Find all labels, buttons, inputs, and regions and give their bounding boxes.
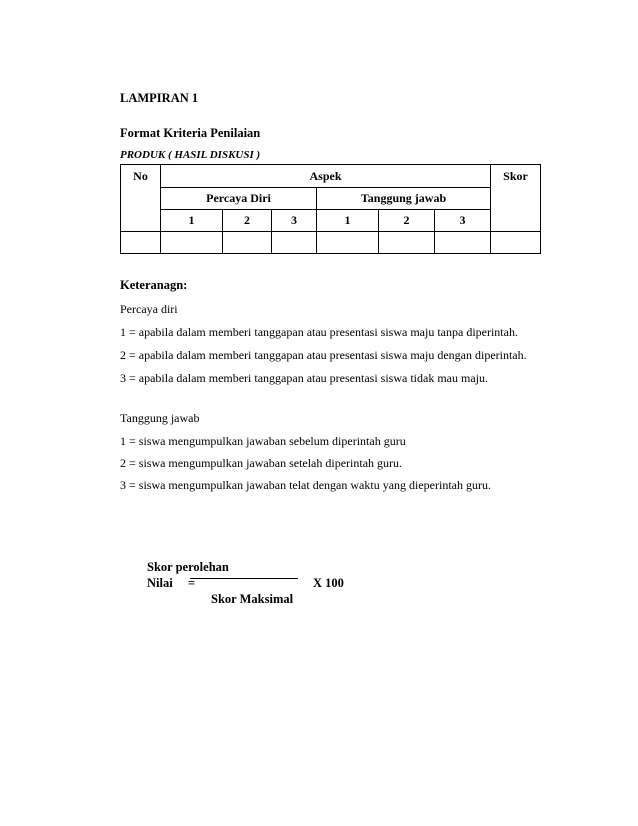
empty-cell xyxy=(121,232,161,254)
empty-cell xyxy=(379,232,435,254)
score-header: 1 xyxy=(317,210,379,232)
header-percaya-diri: Percaya Diri xyxy=(161,188,317,210)
header-no: No xyxy=(121,165,161,232)
empty-cell xyxy=(161,232,223,254)
tanggung-item-3: 3 = siswa mengumpulkan jawaban telat dengan waktu yang dieperintah guru. xyxy=(120,478,491,492)
header-aspek: Aspek xyxy=(161,165,491,188)
empty-cell xyxy=(272,232,317,254)
score-header: 2 xyxy=(379,210,435,232)
formula-numerator: Skor perolehan xyxy=(147,560,229,574)
score-header: 2 xyxy=(223,210,272,232)
format-title: Format Kriteria Penilaian xyxy=(120,126,261,140)
score-header: 1 xyxy=(161,210,223,232)
empty-cell xyxy=(223,232,272,254)
empty-cell xyxy=(435,232,491,254)
percaya-label: Percaya diri xyxy=(120,302,178,316)
empty-cell xyxy=(317,232,379,254)
keterangan-title: Keteranagn: xyxy=(120,278,188,292)
header-skor: Skor xyxy=(491,165,541,232)
tanggung-item-2: 2 = siswa mengumpulkan jawaban setelah diperintah guru. xyxy=(120,456,403,470)
percaya-item-3: 3 = apabila dalam memberi tanggapan atau presentasi siswa tidak mau maju. xyxy=(120,371,488,385)
tanggung-label: Tanggung jawab xyxy=(120,411,200,425)
formula-lhs: Nilai xyxy=(147,576,173,590)
page-heading: LAMPIRAN 1 xyxy=(120,91,199,105)
tanggung-item-1: 1 = siswa mengumpulkan jawaban sebelum diperintah guru xyxy=(120,434,406,448)
score-header: 3 xyxy=(435,210,491,232)
percaya-item-1: 1 = apabila dalam memberi tanggapan atau presentasi siswa maju tanpa diperintah. xyxy=(120,325,518,339)
percaya-item-2: 2 = apabila dalam memberi tanggapan atau presentasi siswa maju dengan diperintah. xyxy=(120,348,527,362)
empty-cell xyxy=(491,232,541,254)
formula-denominator: Skor Maksimal xyxy=(211,592,294,606)
assessment-table xyxy=(120,164,541,254)
produk-title xyxy=(120,149,260,161)
formula-equals: = xyxy=(188,576,196,590)
fraction-line xyxy=(190,578,298,579)
produk-title-text: PRODUK ( HASIL DISKUSI ) xyxy=(120,149,261,161)
formula-multiplier: X 100 xyxy=(313,576,344,590)
header-tanggung-jawab: Tanggung jawab xyxy=(317,188,491,210)
score-header: 3 xyxy=(272,210,317,232)
